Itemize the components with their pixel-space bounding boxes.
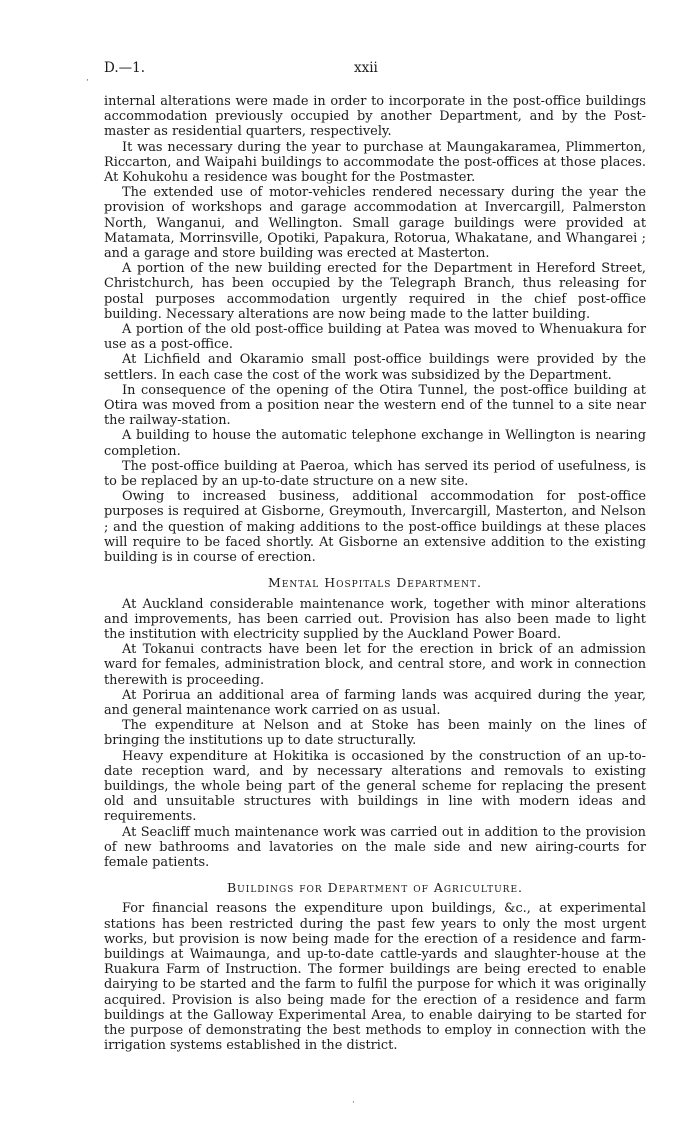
- margin-dot: ·: [86, 76, 89, 86]
- page-header: [104, 60, 646, 80]
- paragraph: At Seacliff much maintenance work was carried out in addition to the provision of new bathrooms and lavatories on the male side and new airing-courts for female patients.: [104, 824, 646, 870]
- section-heading-mental-hospitals: Mental Hospitals Department.: [268, 575, 482, 591]
- paragraph: The post-office building at Paeroa, which has served its period of usefulness, is to be replaced by an up-to-date structure on a new site.: [104, 458, 646, 490]
- paragraph: A portion of the old post-office building at Patea was moved to Whenuakura for use as a post-office.: [104, 322, 646, 353]
- paragraph: The expenditure at Nelson and at Stoke has been mainly on the lines of bringing the institutions up to date structurally.: [104, 718, 646, 749]
- paragraph: A building to house the automatic telephone exchange in Wellington is nearing completion.: [104, 428, 646, 459]
- paragraph: At Tokanui contracts have been let for the erection in brick of an admission ward for females, administration block, and central store, and work in connection therewith is proceeding.: [104, 642, 646, 688]
- paragraph: Heavy expenditure at Hokitika is occasioned by the construction of an up-to-date reception ward, and by necessary alterations and removals to existing buildings, the whole being part of the general scheme for replacing the present old and unsuitable structures with buildings in line with modern ideas and requirements.: [104, 748, 646, 825]
- paragraph: At Lichfield and Okaramio small post-office buildings were provided by the settlers. In each case the cost of the work was subsidized by the Department.: [104, 352, 646, 383]
- paragraph: In consequence of the opening of the Otira Tunnel, the post-office building at Otira was moved from a position near the western end of the tunnel to a site near the railway-station.: [104, 382, 646, 429]
- paragraph: Owing to increased business, additional accommodation for post-office purposes is required at Gisborne, Greymouth, Invercargill, Masterton, and Nelson ; and the question of making additions to the post-office buildings at these places will require to be faced shortly. At Gisborne an extensive addition to the existing building is in course of erection.: [104, 489, 646, 566]
- paragraph: At Porirua an additional area of farming lands was acquired during the year, and general maintenance work carried on as usual.: [104, 687, 646, 718]
- paragraph: A portion of the new building erected for the Department in Hereford Street, Christchurch, has been occupied by the Telegraph Branch, thus releasing for postal purposes accommodation urgently required in the chief post-office building. Necessary alterations are now being made to the latter building.: [104, 261, 646, 322]
- page-body: [104, 94, 646, 1053]
- paragraph: For financial reasons the expenditure upon buildings, &c., at experimental stations has been restricted during the past few years to only the most urgent works, but provision is now being made for the erection of a residence and farm-buildings at Waimaunga, and up-to-date cattle-yards and slaughter-house at the Ruakura Farm of Instruction. The former buildings are being erected to enable dairying to be started and the farm to fulfil the purpose for which it was originally acquired. Provision is also being made for the erection of a residence and farm buildings at the Galloway Experimental Area, to enable dairying to be started for the purpose of demonstrating the best methods to employ in connection with the irrigation systems established in the district.: [104, 901, 646, 1054]
- section-heading-agriculture: Buildings for Department of Agriculture.: [227, 880, 523, 896]
- paragraph: internal alterations were made in order to incorporate in the post-office buildings accommodation previously occupied by another Department, and by the Post-master as residential quarters, respectively.: [104, 94, 646, 140]
- page-number: xxii: [354, 60, 378, 76]
- paragraph: It was necessary during the year to purchase at Maungakaramea, Plimmerton, Riccarton, and Waipahi buildings to accommodate the post-offices at those places. At Kohukohu a residence was bought for the Postmaster.: [104, 139, 646, 186]
- paragraph: The extended use of motor-vehicles rendered necessary during the year the provision of workshops and garage accommodation at Invercargill, Palmerston North, Wanganui, and Wellington. Small garage buildings were provided at Matamata, Morrinsville, Opotiki, Papakura, Rotorua, Whakatane, and Whangarei ; and a garage and store building was erected at Masterton.: [104, 185, 646, 262]
- paragraph: At Auckland considerable maintenance work, together with minor alterations and improvements, has been carried out. Provision has also been made to light the institution with electricity supplied by the Auckland Power Board.: [104, 596, 646, 642]
- document-reference: D.—1.: [104, 60, 146, 76]
- bottom-dot: ·: [352, 1098, 355, 1108]
